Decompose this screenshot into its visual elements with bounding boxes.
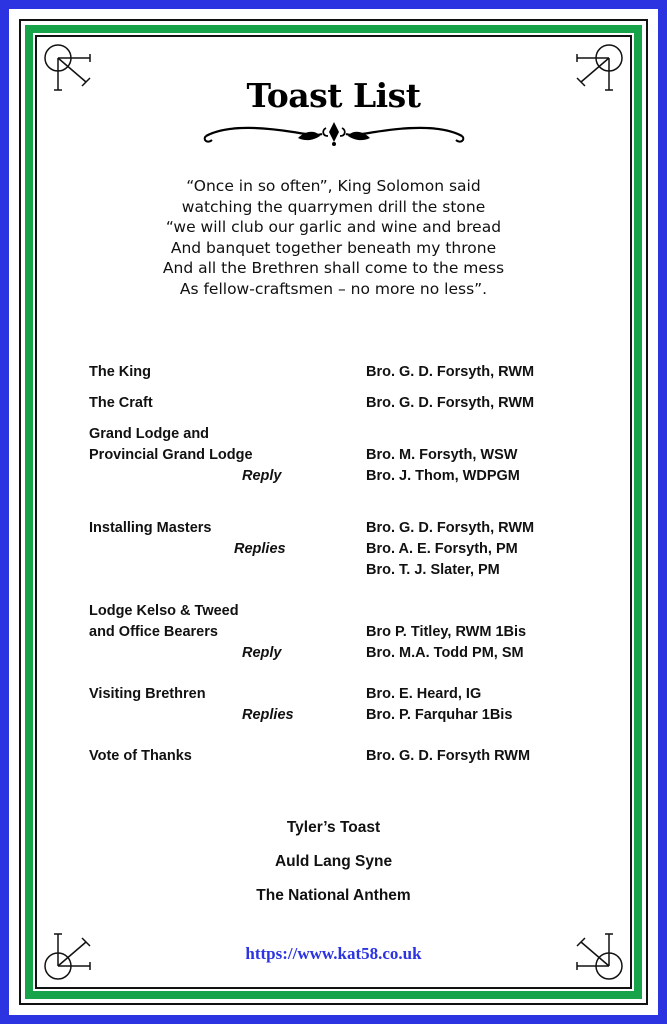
toast-speaker: Bro. E. Heard, IG bbox=[366, 686, 482, 702]
toast-speaker: Bro. G. D. Forsyth RWM bbox=[366, 748, 531, 764]
toast-name: Provincial Grand Lodge bbox=[89, 447, 253, 463]
page-title: Toast List bbox=[246, 76, 421, 115]
toast-name: and Office Bearers bbox=[89, 624, 218, 640]
toast-name: Grand Lodge and bbox=[89, 426, 210, 442]
toast-speaker: Bro P. Titley, RWM 1Bis bbox=[366, 624, 527, 640]
website-link[interactable]: https://www.kat58.co.uk bbox=[245, 944, 422, 963]
reply-label: Reply bbox=[242, 645, 282, 661]
reply-speaker: Bro. T. J. Slater, PM bbox=[366, 562, 500, 578]
toast-name: Installing Masters bbox=[89, 520, 212, 536]
toast-name: Vote of Thanks bbox=[89, 748, 192, 764]
toast-name: Visiting Brethren bbox=[89, 686, 206, 702]
toast-speaker: Bro. M. Forsyth, WSW bbox=[366, 447, 518, 463]
reply-speaker: Bro. P. Farquhar 1Bis bbox=[366, 707, 513, 723]
poem-line: “we will club our garlic and wine and bread bbox=[165, 218, 502, 236]
reply-speaker: Bro. M.A. Todd PM, SM bbox=[366, 645, 524, 661]
closing-item-national-anthem: The National Anthem bbox=[256, 887, 411, 904]
reply-label: Replies bbox=[242, 707, 294, 723]
poem-line: And banquet together beneath my throne bbox=[170, 238, 497, 257]
flourish-divider-icon bbox=[198, 118, 470, 148]
reply-speaker: Bro. J. Thom, WDPGM bbox=[366, 468, 520, 484]
poem-line: “Once in so often”, King Solomon said bbox=[186, 177, 481, 195]
poem-line: watching the quarrymen drill the stone bbox=[181, 197, 486, 216]
toast-name: Lodge Kelso & Tweed bbox=[89, 603, 239, 619]
reply-label: Replies bbox=[234, 541, 286, 557]
poem-line: As fellow-craftsmen – no more no less”. bbox=[179, 279, 488, 298]
toast-speaker: Bro. G. D. Forsyth, RWM bbox=[366, 395, 535, 411]
reply-label: Reply bbox=[242, 468, 282, 484]
toast-name: The Craft bbox=[89, 395, 153, 411]
reply-speaker: Bro. A. E. Forsyth, PM bbox=[366, 541, 518, 557]
toast-speaker: Bro. G. D. Forsyth, RWM bbox=[366, 520, 535, 536]
toast-name: The King bbox=[89, 364, 152, 380]
poem-line: And all the Brethren shall come to the mess bbox=[162, 259, 505, 277]
closing-item-tylers-toast: Tyler’s Toast bbox=[286, 819, 381, 836]
poem-verse bbox=[0, 176, 667, 299]
toast-speaker: Bro. G. D. Forsyth, RWM bbox=[366, 364, 535, 380]
closing-item-auld-lang-syne: Auld Lang Syne bbox=[274, 853, 393, 870]
